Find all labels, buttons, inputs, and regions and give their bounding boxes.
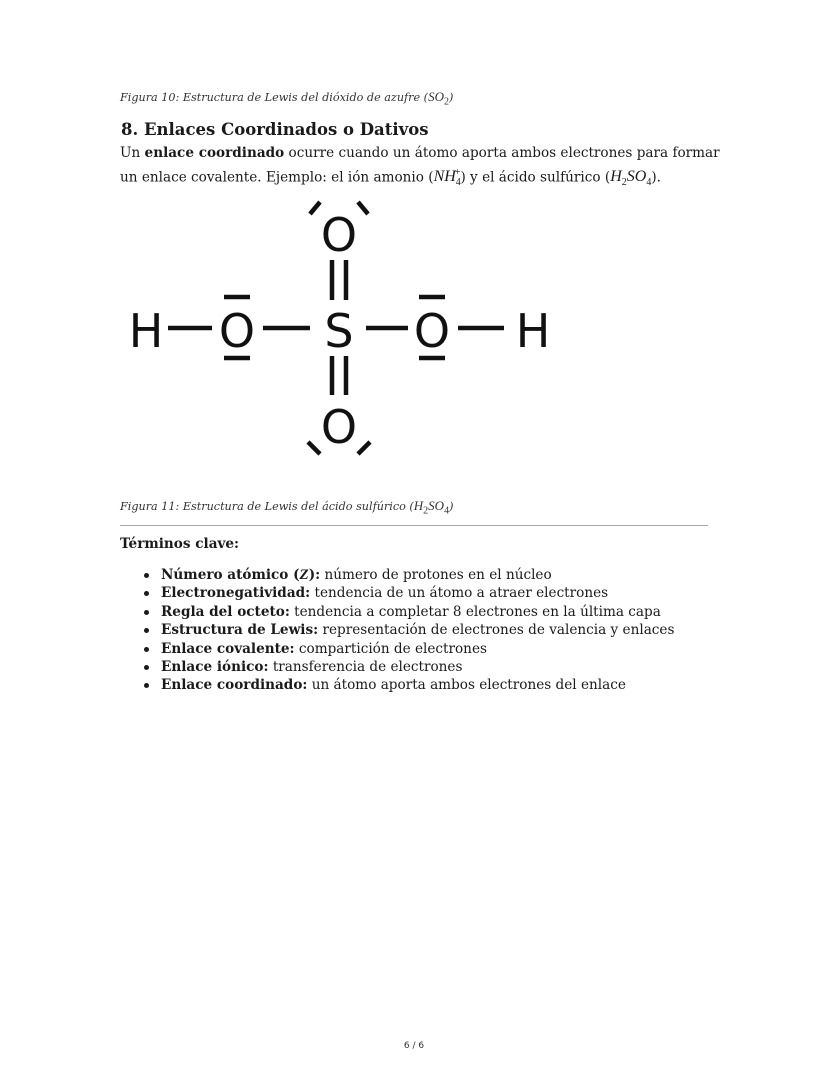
- atom-o-right: O: [413, 304, 451, 358]
- lone-pair-o-bottom-right: [358, 442, 370, 454]
- bullet-icon: [144, 628, 149, 633]
- bullet-icon: [144, 665, 149, 670]
- atom-h-left: H: [128, 304, 164, 358]
- bullet-icon: [144, 573, 149, 578]
- sulfuric-acid-formula: $H_2SO_4$: [610, 168, 652, 189]
- bullet-icon: [144, 647, 149, 652]
- section-paragraph: Un enlace coordinado ocurre cuando un átomo aporta ambos electrones para formar un enlace covalente. Ejemplo: el ión amonio $(NH_4^+)$ y el ácido sulfúrico $(H_2SO_4)$.: [120, 145, 720, 189]
- lone-pair-o-top-right: [358, 202, 368, 214]
- lone-pair-o-top-left: [310, 202, 320, 214]
- atom-s-center: S: [324, 304, 354, 358]
- atom-o-left: O: [218, 304, 256, 358]
- page-number: 6 / 6: [403, 1041, 425, 1051]
- lewis-structure-sulfuric-acid: [120, 194, 560, 466]
- list-item: Enlace coordinado: un átomo aporta ambos electrones del enlace: [142, 676, 674, 694]
- list-item: Enlace iónico: transferencia de electrones: [142, 658, 674, 676]
- bullet-icon: [144, 591, 149, 596]
- atom-h-right: H: [515, 304, 551, 358]
- list-item: Regla del octeto: tendencia a completar 8 electrones en la última capa: [142, 603, 674, 621]
- section-heading: 8. Enlaces Coordinados o Dativos: [121, 120, 429, 139]
- figure-11-caption: Figura 11: Estructura de Lewis del ácido sulfúrico $(H_2SO_4)$: [120, 498, 454, 517]
- key-terms-list: [142, 566, 674, 695]
- list-item: Estructura de Lewis: representación de electrones de valencia y enlaces: [142, 621, 674, 639]
- atom-o-bottom: O: [320, 400, 358, 454]
- key-terms-title: Términos clave:: [120, 536, 240, 552]
- ammonium-formula: $NH_4^+$: [433, 167, 461, 189]
- list-item: Electronegatividad: tendencia de un átomo a atraer electrones: [142, 584, 674, 602]
- list-item: Número atómico (Z): número de protones en el núcleo: [142, 566, 674, 584]
- horizontal-divider: [120, 525, 708, 526]
- list-item: Enlace covalente: compartición de electrones: [142, 640, 674, 658]
- figure-10-caption: Figura 10: Estructura de Lewis del dióxido de azufre $(SO_2)$: [120, 89, 454, 108]
- atom-o-top: O: [320, 208, 358, 262]
- lone-pair-o-bottom-left: [308, 442, 320, 454]
- bullet-icon: [144, 683, 149, 688]
- bullet-icon: [144, 610, 149, 615]
